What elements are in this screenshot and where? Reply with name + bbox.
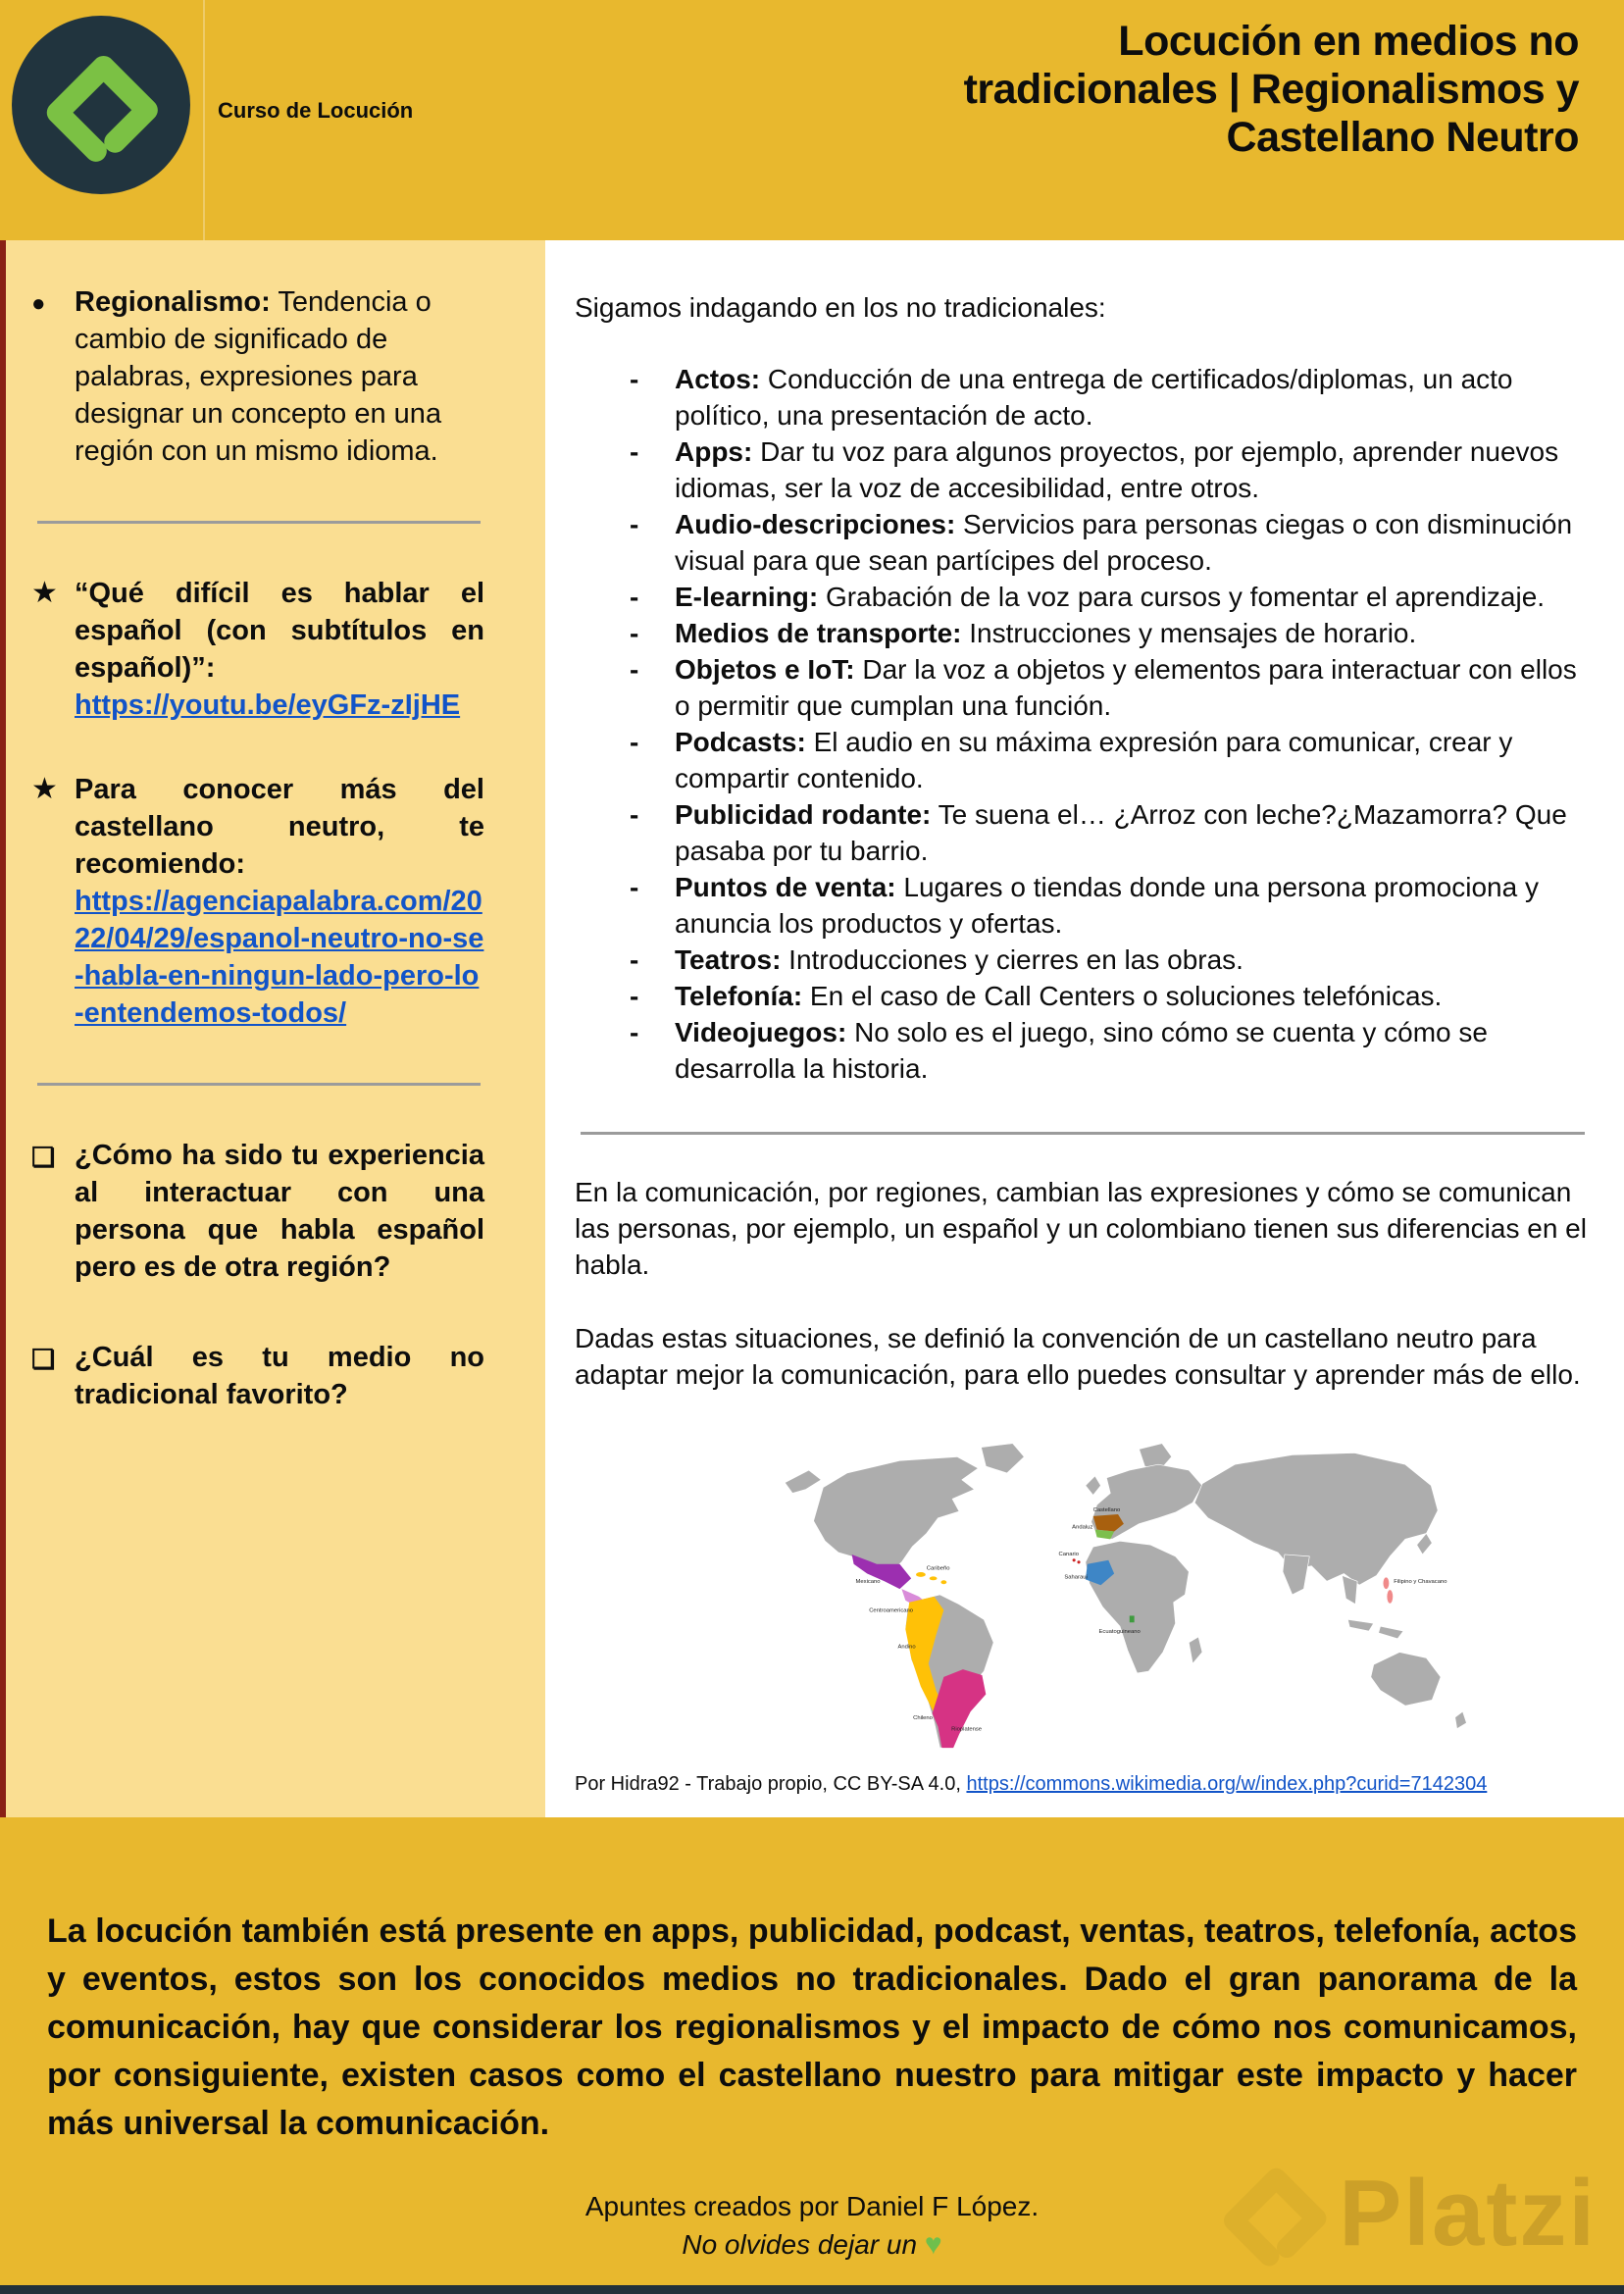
- item-desc: Conducción de una entrega de certificados/diplomas, un acto político, una presentación de acto.: [675, 364, 1513, 431]
- link-item-2: [31, 771, 484, 1032]
- question-1-text: ¿Cómo ha sido tu experiencia al interactuar con una persona que habla español pero es de otra región?: [75, 1140, 484, 1283]
- item-term: Medios de transporte:: [675, 618, 962, 648]
- spanish-dialects-map: [756, 1430, 1484, 1756]
- map-label-caribeno: Caribeño: [926, 1565, 950, 1572]
- list-item: [630, 579, 1591, 615]
- list-item: [630, 1014, 1591, 1087]
- dash-bullet: -: [630, 799, 639, 830]
- region-filipino: [1383, 1577, 1389, 1589]
- map-label-mexicano: Mexicano: [855, 1579, 881, 1586]
- dash-bullet: -: [630, 1017, 639, 1047]
- dot-bullet-icon: ●: [31, 290, 46, 317]
- dash-bullet: -: [630, 509, 639, 539]
- map-label-andino: Andino: [897, 1644, 916, 1651]
- item-desc: Instrucciones y mensajes de horario.: [961, 618, 1417, 648]
- list-item: [630, 615, 1591, 651]
- item-desc: Te suena el… ¿Arroz con leche?¿Mazamorra? Que pasaba por tu barrio.: [675, 799, 1567, 866]
- item-term: Podcasts:: [675, 727, 806, 757]
- item-term: Actos:: [675, 364, 761, 394]
- sidebar-divider-1: [37, 521, 481, 524]
- platzi-watermark-text: Platzi: [1339, 2161, 1597, 2266]
- main-content: [545, 240, 1624, 1817]
- link-item-1: [31, 575, 484, 724]
- map-label-ecuatoguineano: Ecuatoguineano: [1098, 1629, 1141, 1636]
- item-term: Videojuegos:: [675, 1017, 847, 1047]
- map-caption: [575, 1771, 1591, 1797]
- platzi-logo: [12, 16, 190, 194]
- world-map-image: [756, 1430, 1484, 1756]
- list-item: [630, 724, 1591, 796]
- item-desc: Grabación de la voz para cursos y fomentar el aprendizaje.: [818, 582, 1546, 612]
- credit-text: Apuntes creados por Daniel F López.: [584, 2191, 1040, 2221]
- checkbox-bullet-icon: ❏: [31, 1143, 56, 1172]
- summary-band: [0, 1817, 1624, 2286]
- platzi-watermark-icon: [1215, 2155, 1333, 2272]
- title-line-1: Locución en medios no: [1118, 18, 1579, 65]
- dash-bullet: -: [630, 872, 639, 902]
- item-desc: Dar tu voz para algunos proyectos, por ejemplo, aprender nuevos idiomas, ser la voz de accesibilidad, entre otros.: [675, 436, 1559, 503]
- content-divider: [581, 1132, 1585, 1135]
- dash-bullet: -: [630, 436, 639, 467]
- platzi-watermark: [1215, 2155, 1597, 2272]
- item-term: Audio-descripciones:: [675, 509, 956, 539]
- star-bullet-icon: ★: [31, 577, 58, 609]
- link-1-label: “Qué difícil es hablar el español (con subtítulos en español)”:: [75, 578, 484, 684]
- item-desc: El audio en su máxima expresión para comunicar, crear y compartir contenido.: [675, 727, 1513, 793]
- media-list: [575, 361, 1591, 1087]
- paragraph-1: En la comunicación, por regiones, cambian las expresiones y cómo se comunican las personas, por ejemplo, un español y un colombiano tienen sus diferencias en el habla.: [575, 1177, 1587, 1280]
- list-item: [630, 361, 1591, 433]
- region-canario: [1073, 1558, 1076, 1561]
- bottom-bar: [0, 2285, 1624, 2294]
- checkbox-bullet-icon: ❏: [31, 1345, 56, 1374]
- definition-desc: Tendencia o cambio de significado de palabras, expresiones para designar un concepto en una región con un mismo idioma.: [75, 286, 442, 467]
- list-item: [630, 796, 1591, 869]
- platzi-logo-icon: [37, 41, 165, 169]
- dash-bullet: -: [630, 618, 639, 648]
- map-label-rioplatense: Rioplatense: [951, 1726, 983, 1733]
- map-caption-text: Por Hidra92 - Trabajo propio, CC BY-SA 4.0,: [575, 1773, 967, 1795]
- definition-text: [75, 283, 484, 470]
- green-heart-icon: ♥: [924, 2228, 942, 2261]
- item-desc: No solo es el juego, sino cómo se cuenta y cómo se desarrolla la historia.: [675, 1017, 1488, 1084]
- sidebar: [6, 240, 545, 1817]
- page-title: [481, 18, 1579, 162]
- map-label-canario: Canario: [1058, 1551, 1079, 1557]
- question-item-1: [31, 1137, 484, 1286]
- map-label-saharaui: Saharaui: [1064, 1574, 1088, 1581]
- region-ecuatoguineano: [1130, 1615, 1135, 1622]
- definition-item: [31, 283, 484, 470]
- intro-text: Sigamos indagando en los no tradicionales:: [575, 292, 1106, 323]
- dash-bullet: -: [630, 582, 639, 612]
- paragraph-2: Dadas estas situaciones, se definió la convención de un castellano neutro para adaptar mejor la comunicación, para ello puedes consultar y aprender más de ello.: [575, 1323, 1581, 1390]
- question-2-text: ¿Cuál es tu medio no tradicional favorito?: [75, 1342, 484, 1410]
- item-term: Publicidad rodante:: [675, 799, 932, 830]
- list-item: [630, 506, 1591, 579]
- question-item-2: [31, 1339, 484, 1413]
- item-desc: Servicios para personas ciegas o con disminución visual para que sean partícipes del proceso.: [675, 509, 1573, 576]
- dash-bullet: -: [630, 981, 639, 1011]
- title-line-2: tradicionales | Regionalismos y: [963, 66, 1579, 113]
- list-item: [630, 433, 1591, 506]
- map-label-centroamericano: Centroamericano: [869, 1607, 914, 1614]
- item-desc: Lugares o tiendas donde una persona promociona y anuncia los productos y ofertas.: [675, 872, 1539, 939]
- link-1-url[interactable]: https://youtu.be/eyGFz-zIjHE: [75, 689, 461, 721]
- item-term: Teatros:: [675, 944, 782, 975]
- map-label-andaluz: Andaluz: [1072, 1524, 1093, 1531]
- dash-bullet: -: [630, 654, 639, 685]
- definition-term: Regionalismo:: [75, 286, 271, 318]
- sidebar-divider-2: [37, 1083, 481, 1086]
- item-desc: En el caso de Call Centers o soluciones telefónicas.: [802, 981, 1443, 1011]
- map-label-castellano: Castellano: [1092, 1507, 1121, 1514]
- map-label-filipino: Filipino y Chavacano: [1394, 1579, 1447, 1586]
- link-2-label: Para conocer más del castellano neutro, te recomiendo:: [75, 774, 484, 880]
- list-item: [630, 942, 1591, 978]
- title-line-3: Castellano Neutro: [1226, 114, 1579, 161]
- item-desc: Introducciones y cierres en las obras.: [781, 944, 1243, 975]
- dash-bullet: -: [630, 944, 639, 975]
- dash-bullet: -: [630, 364, 639, 394]
- list-item: [630, 869, 1591, 942]
- item-term: Puntos de venta:: [675, 872, 896, 902]
- item-term: E-learning:: [675, 582, 819, 612]
- course-label: Curso de Locución: [218, 98, 414, 123]
- link-2-url[interactable]: https://agenciapalabra.com/2022/04/29/espanol-neutro-no-se-habla-en-ningun-lado-pero-lo-entendemos-todos/: [75, 886, 484, 1029]
- region-caribeno: [916, 1572, 926, 1577]
- item-desc: Dar la voz a objetos y elementos para interactuar con ellos o permitir que cumplan una función.: [675, 654, 1577, 721]
- summary-text: La locución también está presente en apps, publicidad, podcast, ventas, teatros, telefonía, actos y eventos, estos son los conocidos medios no tradicionales. Dado el gran panorama de la comunicación, hay que considerar los regionalismos y el impacto de cómo nos comunicamos, por consiguiente, existen casos como el castellano nuestro para mitigar este impacto y hacer más universal la comunicación.: [47, 1912, 1577, 2142]
- header-divider-line: [203, 0, 205, 240]
- reminder-label: No olvides dejar un: [682, 2229, 925, 2260]
- list-item: [630, 978, 1591, 1014]
- item-term: Apps:: [675, 436, 753, 467]
- map-label-chileno: Chileno: [913, 1714, 933, 1721]
- item-term: Telefonía:: [675, 981, 803, 1011]
- item-term: Objetos e IoT:: [675, 654, 855, 685]
- dash-bullet: -: [630, 727, 639, 757]
- list-item: [630, 651, 1591, 724]
- header: [0, 0, 1624, 240]
- star-bullet-icon: ★: [31, 773, 58, 805]
- map-caption-link[interactable]: https://commons.wikimedia.org/w/index.php?curid=7142304: [966, 1773, 1488, 1795]
